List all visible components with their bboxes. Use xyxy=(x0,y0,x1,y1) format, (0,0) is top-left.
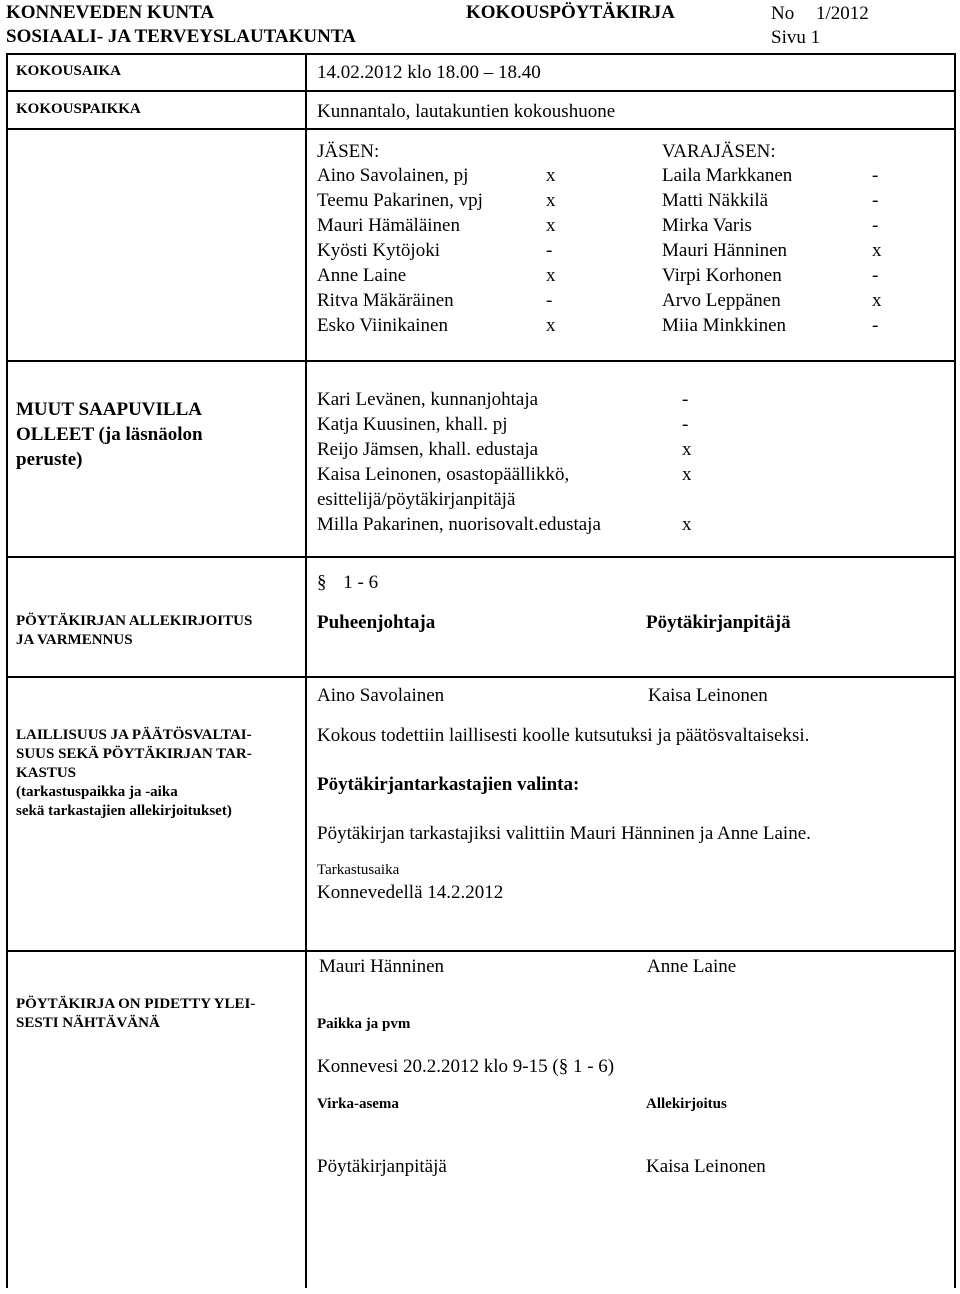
member-attendance: x xyxy=(546,265,556,286)
divider-signature xyxy=(6,676,956,678)
public-display-label-line: PÖYTÄKIRJA ON PIDETTY YLEI- xyxy=(16,996,256,1012)
board-name: SOSIAALI- JA TERVEYSLAUTAKUNTA xyxy=(6,26,356,47)
section-range: 1 - 6 xyxy=(343,572,379,593)
reviewers-heading: Pöytäkirjantarkastajien valinta: xyxy=(317,774,580,795)
place-date-value xyxy=(317,1056,614,1078)
signature-label-line: JA VARMENNUS xyxy=(16,632,133,648)
other-attendance: - xyxy=(682,414,689,435)
legality-label-line: LAILLISUUS JA PÄÄTÖSVALTAI- xyxy=(16,727,252,743)
deputy-attendance: - xyxy=(872,265,879,286)
meeting-place-value: Kunnantalo, lautakuntien kokoushuone xyxy=(317,101,616,122)
divider-top xyxy=(6,53,956,55)
deputy-attendance: - xyxy=(872,215,879,236)
check-time-label: Tarkastusaika xyxy=(317,862,400,878)
other-person: Kaisa Leinonen, osastopäällikkö, xyxy=(317,464,570,485)
check-place-date: Konnevedellä 14.2.2012 xyxy=(317,882,504,903)
divider-legality xyxy=(6,950,956,952)
legality-label-line: sekä tarkastajien allekirjoitukset) xyxy=(16,803,232,819)
number-label: No xyxy=(771,3,795,24)
reviewer-2-name: Anne Laine xyxy=(647,956,737,977)
place-date-suffix: 1 - 6) xyxy=(568,1056,615,1077)
deputy-attendance: x xyxy=(872,290,882,311)
other-person: Katja Kuusinen, khall. pj xyxy=(317,414,508,435)
other-attendance: - xyxy=(682,389,689,410)
meeting-place-label: KOKOUSPAIKKA xyxy=(16,101,141,117)
member-attendance: x xyxy=(546,215,556,236)
frame-left xyxy=(6,53,8,1288)
other-person: Kari Levänen, kunnanjohtaja xyxy=(317,389,539,410)
other-person: Reijo Jämsen, khall. edustaja xyxy=(317,439,539,460)
deputy-name: Laila Markkanen xyxy=(662,165,793,186)
others-label-line: MUUT SAAPUVILLA xyxy=(16,399,202,420)
chair-label: Puheenjohtaja xyxy=(317,612,436,633)
reviewer-1-name: Mauri Hänninen xyxy=(319,956,445,977)
deputy-column-header: VARAJÄSEN: xyxy=(662,141,776,162)
page-number: Sivu 1 xyxy=(771,27,821,48)
deputy-attendance: - xyxy=(872,165,879,186)
others-label xyxy=(16,397,203,472)
deputy-name: Arvo Leppänen xyxy=(662,290,781,311)
member-column-header: JÄSEN: xyxy=(317,141,380,162)
signature-field-label: Allekirjoitus xyxy=(646,1096,727,1112)
meeting-time-value: 14.02.2012 klo 18.00 – 18.40 xyxy=(317,62,541,83)
member-name: Esko Viinikainen xyxy=(317,315,448,336)
other-attendance: x xyxy=(682,464,692,485)
place-date-prefix: Konnevesi 20.2.2012 klo 9-15 ( xyxy=(317,1056,559,1077)
other-person: Milla Pakarinen, nuorisovalt.edustaja xyxy=(317,514,601,535)
divider-place xyxy=(6,128,956,130)
signature-label xyxy=(16,612,252,650)
deputy-attendance: - xyxy=(872,190,879,211)
deputy-name: Mirka Varis xyxy=(662,215,752,236)
signature-label-line: PÖYTÄKIRJAN ALLEKIRJOITUS xyxy=(16,613,253,629)
divider-members xyxy=(6,360,956,362)
member-attendance: x xyxy=(546,165,556,186)
deputy-attendance: - xyxy=(872,315,879,336)
position-value: Pöytäkirjanpitäjä xyxy=(317,1156,447,1177)
others-label-line: OLLEET (ja läsnäolon xyxy=(16,424,203,445)
deputy-name: Matti Näkkilä xyxy=(662,190,769,211)
member-attendance: - xyxy=(546,240,553,261)
other-attendance: x xyxy=(682,514,692,535)
org-name: KONNEVEDEN KUNTA xyxy=(6,2,215,23)
deputy-attendance: x xyxy=(872,240,882,261)
reviewers-text: Pöytäkirjan tarkastajiksi valittiin Mauri Hänninen ja Anne Laine. xyxy=(317,823,811,844)
member-name: Ritva Mäkäräinen xyxy=(317,290,454,311)
divider-others xyxy=(6,556,956,558)
member-attendance: x xyxy=(546,315,556,336)
meeting-time-label: KOKOUSAIKA xyxy=(16,63,122,79)
legality-label-line: KASTUS xyxy=(16,765,77,781)
legality-label-line: (tarkastuspaikka ja -aika xyxy=(16,784,178,800)
member-attendance: - xyxy=(546,290,553,311)
section-sign: § xyxy=(558,1056,569,1077)
deputy-name: Miia Minkkinen xyxy=(662,315,787,336)
place-date-label: Paikka ja pvm xyxy=(317,1016,411,1032)
deputy-name: Virpi Korhonen xyxy=(662,265,782,286)
secretary-name: Kaisa Leinonen xyxy=(648,685,768,706)
frame-right xyxy=(954,53,956,1288)
signature-value: Kaisa Leinonen xyxy=(646,1156,766,1177)
number-value: 1/2012 xyxy=(816,3,869,24)
other-person: esittelijä/pöytäkirjanpitäjä xyxy=(317,489,516,510)
divider-time xyxy=(6,90,956,92)
member-name: Kyösti Kytöjoki xyxy=(317,240,440,261)
member-name: Anne Laine xyxy=(317,265,407,286)
section-sign: § xyxy=(317,572,327,593)
document-type: KOKOUSPÖYTÄKIRJA xyxy=(466,2,676,23)
secretary-label: Pöytäkirjanpitäjä xyxy=(646,612,791,633)
legality-label-line: SUUS SEKÄ PÖYTÄKIRJAN TAR- xyxy=(16,746,252,762)
member-name: Mauri Hämäläinen xyxy=(317,215,460,236)
public-display-label-line: SESTI NÄHTÄVÄNÄ xyxy=(16,1015,160,1031)
member-attendance: x xyxy=(546,190,556,211)
others-label-line: peruste) xyxy=(16,449,83,470)
position-label: Virka-asema xyxy=(317,1096,399,1112)
legality-label xyxy=(16,726,252,821)
other-attendance: x xyxy=(682,439,692,460)
section-reference xyxy=(317,572,378,594)
chair-name: Aino Savolainen xyxy=(317,685,445,706)
public-display-label xyxy=(16,995,255,1033)
member-name: Aino Savolainen, pj xyxy=(317,165,469,186)
column-divider xyxy=(305,53,307,1288)
legality-statement: Kokous todettiin laillisesti koolle kutsutuksi ja päätösvaltaiseksi. xyxy=(317,725,810,746)
member-name: Teemu Pakarinen, vpj xyxy=(317,190,483,211)
deputy-name: Mauri Hänninen xyxy=(662,240,788,261)
